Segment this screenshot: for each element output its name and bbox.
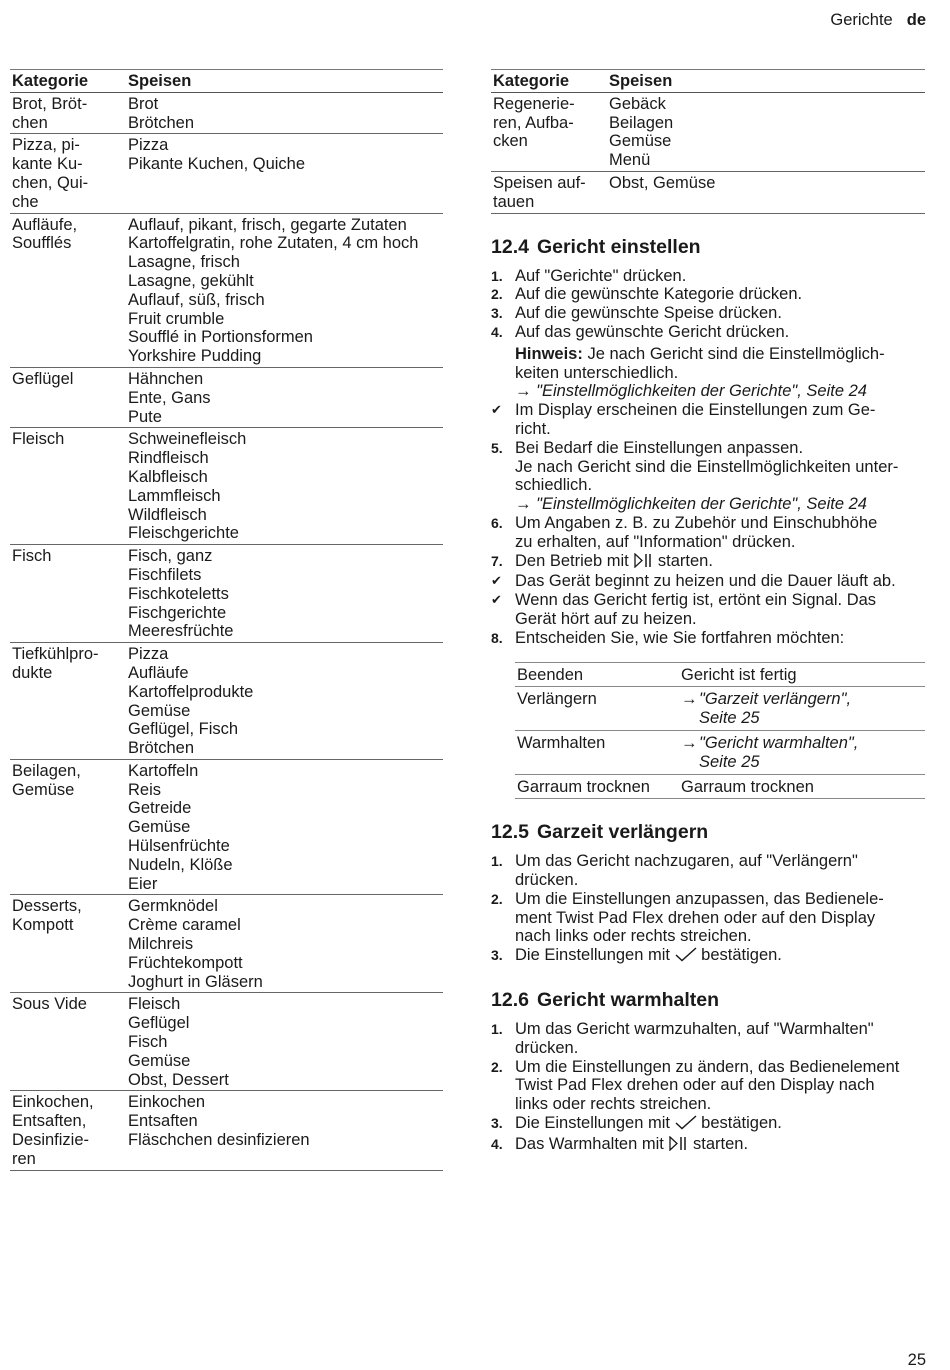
- checkmark-bullet-icon: ✔: [491, 402, 502, 418]
- step-item: [491, 514, 925, 552]
- step-text-start: Die Einstellungen mit: [515, 946, 675, 965]
- arrow-icon: →: [515, 382, 532, 401]
- food-item: Lasagne, frisch: [128, 253, 240, 272]
- play-pause-icon: [668, 1136, 688, 1156]
- category-table-right: [491, 69, 925, 214]
- foods-cell: [126, 213, 443, 367]
- food-item: Fleisch: [128, 995, 181, 1014]
- section-heading-12-5: [491, 821, 925, 843]
- food-item: Geflügel: [128, 1014, 190, 1033]
- left-column: [10, 69, 443, 1171]
- step-text-end: starten.: [653, 551, 713, 570]
- step-number: 1.: [491, 267, 503, 284]
- food-item: Rindfleisch: [128, 449, 209, 468]
- food-item: Eier: [128, 874, 158, 893]
- foods-cell: [126, 134, 443, 213]
- food-item: Pizza: [128, 645, 169, 664]
- option-action: Verlängern: [517, 690, 597, 709]
- result-item: [491, 572, 925, 591]
- result-item: [491, 591, 925, 629]
- table-row: [10, 545, 443, 643]
- category-cell: Geflügel: [10, 367, 126, 427]
- result-text: Wenn das Gericht fertig ist, ertönt ein Signal. Das Gerät hört auf zu heizen.: [515, 591, 877, 628]
- food-item: Beilagen: [609, 113, 674, 132]
- step-number: 2.: [491, 286, 503, 303]
- step-text: Auf "Gerichte" drücken.: [515, 266, 687, 285]
- food-item: Yorkshire Pudding: [128, 347, 262, 366]
- food-item: Gemüse: [128, 701, 191, 720]
- language-code: de: [906, 11, 926, 29]
- steps-12-4: [491, 267, 925, 648]
- foods-cell: [126, 428, 443, 545]
- food-item: Fläschchen desinfizieren: [128, 1131, 310, 1150]
- option-row: [515, 687, 925, 731]
- foods-cell: [126, 545, 443, 643]
- food-item: Crème caramel: [128, 916, 241, 935]
- foods-cell: [126, 759, 443, 895]
- food-item: Fischkoteletts: [128, 584, 229, 603]
- food-item: Gebäck: [609, 94, 666, 113]
- food-item: Brot: [128, 94, 159, 113]
- step-item: [491, 1135, 925, 1156]
- category-cell: Speisen auf- tauen: [491, 171, 607, 213]
- category-table-left-body: [10, 92, 443, 1170]
- step-number: 1.: [491, 853, 503, 870]
- category-table-left: [10, 69, 443, 1171]
- step-text: Um das Gericht nachzugaren, auf "Verlängern" drücken.: [515, 852, 858, 890]
- foods-cell: [126, 993, 443, 1091]
- option-action: Warmhalten: [517, 733, 606, 752]
- step-number: 4.: [491, 323, 503, 340]
- note-label: Hinweis:: [515, 344, 583, 363]
- options-table-body: [515, 662, 925, 799]
- food-item: Pikante Kuchen, Quiche: [128, 155, 306, 174]
- step-number: 4.: [491, 1135, 503, 1152]
- steps-12-5: [491, 852, 925, 967]
- arrow-icon: →: [681, 733, 698, 752]
- step-text-start: Die Einstellungen mit: [515, 1114, 675, 1133]
- food-item: Gemüse: [609, 132, 672, 151]
- food-item: Kalbfleisch: [128, 467, 208, 486]
- cross-reference-text: "Gericht warmhalten", Seite 25: [699, 733, 859, 771]
- table-row: [10, 134, 443, 213]
- arrow-icon: →: [515, 495, 532, 514]
- step-number: 3.: [491, 1115, 503, 1132]
- step-item: [491, 552, 925, 573]
- note: [515, 345, 925, 383]
- arrow-icon: →: [681, 690, 698, 709]
- table-row: [10, 993, 443, 1091]
- foods-cell: [607, 171, 925, 213]
- checkmark-icon: [675, 947, 697, 967]
- food-item: Kartoffelprodukte: [128, 682, 254, 701]
- foods-cell: [126, 1091, 443, 1170]
- table-row: [10, 643, 443, 760]
- step-text-start: Den Betrieb mit: [515, 551, 634, 570]
- step-text: Um Angaben z. B. zu Zubehör und Einschubhöhe zu erhalten, auf "Information" drücken.: [515, 513, 878, 551]
- result-text: Im Display erscheinen die Einstellungen zum Ge- richt.: [515, 401, 876, 438]
- food-item: Fischfilets: [128, 565, 202, 584]
- result-text: Das Gerät beginnt zu heizen und die Dauer läuft ab.: [515, 572, 896, 591]
- table-row: [491, 171, 925, 213]
- food-item: Wildfleisch: [128, 505, 207, 524]
- column-header-kategorie: Kategorie: [491, 70, 607, 93]
- section-number: 12.4: [491, 235, 529, 258]
- category-cell: Fisch: [10, 545, 126, 643]
- food-item: Meeresfrüchte: [128, 622, 234, 641]
- step-text-end: bestätigen.: [696, 1114, 782, 1133]
- category-cell: Brot, Bröt- chen: [10, 92, 126, 134]
- foods-cell: [126, 895, 443, 993]
- category-cell: Pizza, pi- kante Ku- chen, Qui- che: [10, 134, 126, 213]
- food-item: Auflauf, pikant, frisch, gegarte Zutaten: [128, 215, 407, 234]
- foods-cell: [126, 92, 443, 134]
- food-item: Auflauf, süß, frisch: [128, 290, 265, 309]
- food-item: Brötchen: [128, 739, 195, 758]
- food-item: Schweinefleisch: [128, 430, 247, 449]
- step-text: Auf die gewünschte Kategorie drücken.: [515, 285, 803, 304]
- step-number: 8.: [491, 629, 503, 646]
- food-item: Kartoffeln: [128, 761, 199, 780]
- option-result[interactable]: [679, 687, 925, 731]
- food-item: Kartoffelgratin, rohe Zutaten, 4 cm hoch: [128, 234, 419, 253]
- food-item: Ente, Gans: [128, 388, 211, 407]
- step-text: Bei Bedarf die Einstellungen anpassen.: [515, 438, 804, 457]
- food-item: Aufläufe: [128, 663, 189, 682]
- step-item: [491, 890, 925, 946]
- step-item: [491, 946, 925, 967]
- food-item: Joghurt in Gläsern: [128, 972, 263, 991]
- step-item: [491, 285, 925, 304]
- step-text: Um die Einstellungen anzupassen, das Bedienele- ment Twist Pad Flex drehen oder auf den Display nach links oder rechts streichen.: [515, 889, 884, 946]
- table-row: [10, 759, 443, 895]
- food-item: Soufflé in Portionsformen: [128, 328, 313, 347]
- foods-cell: [607, 92, 925, 171]
- step-number: 7.: [491, 552, 503, 569]
- food-item: Fleischgerichte: [128, 524, 239, 543]
- step-subtext: Je nach Gericht sind die Einstellmöglichkeiten unter- schiedlich.: [515, 457, 899, 495]
- page-header: [830, 11, 926, 30]
- table-row: [10, 428, 443, 545]
- option-result: Garraum trocknen: [681, 777, 814, 796]
- food-item: Fisch, ganz: [128, 547, 213, 566]
- step-item: [491, 1058, 925, 1114]
- cross-reference-text: "Einstellmöglichkeiten der Gerichte", Seite 24: [536, 382, 867, 401]
- cross-reference[interactable]: [515, 495, 925, 514]
- food-item: Pute: [128, 407, 162, 426]
- category-table-right-body: [491, 92, 925, 213]
- step-text-end: bestätigen.: [696, 946, 782, 965]
- category-cell: Desserts, Kompott: [10, 895, 126, 993]
- table-row: [491, 92, 925, 171]
- step-text-start: Das Warmhalten mit: [515, 1134, 669, 1153]
- column-header-speisen: Speisen: [607, 70, 925, 93]
- category-cell: Fleisch: [10, 428, 126, 545]
- food-item: Nudeln, Klöße: [128, 855, 233, 874]
- step-text: Um die Einstellungen zu ändern, das Bedienelement Twist Pad Flex drehen oder auf den Display nach links oder rechts streichen.: [515, 1057, 900, 1114]
- category-cell: Tiefkühlpro- dukte: [10, 643, 126, 760]
- food-item: Früchtekompott: [128, 953, 243, 972]
- section-number: 12.6: [491, 989, 529, 1012]
- step-item: [491, 323, 925, 401]
- food-item: Lasagne, gekühlt: [128, 271, 254, 290]
- food-item: Fruit crumble: [128, 309, 225, 328]
- checkmark-bullet-icon: ✔: [491, 592, 502, 608]
- food-item: Pizza: [128, 136, 169, 155]
- foods-cell: [126, 643, 443, 760]
- step-number: 2.: [491, 1058, 503, 1075]
- option-action: Garraum trocknen: [517, 777, 650, 796]
- note-text: Je nach Gericht sind die Einstellmöglich- keiten unterschiedlich.: [515, 344, 885, 382]
- step-text: Auf das gewünschte Gericht drücken.: [515, 322, 790, 341]
- step-number: 6.: [491, 514, 503, 531]
- food-item: Reis: [128, 780, 162, 799]
- section-heading-12-4: [491, 236, 925, 258]
- food-item: Germknödel: [128, 897, 218, 916]
- step-number: 3.: [491, 305, 503, 322]
- food-item: Fisch: [128, 1033, 168, 1052]
- right-column: [491, 69, 925, 1156]
- food-item: Obst, Gemüse: [609, 173, 716, 192]
- table-header-row: [491, 70, 925, 93]
- food-item: Fischgerichte: [128, 603, 227, 622]
- food-item: Gemüse: [128, 1051, 191, 1070]
- table-row: [10, 367, 443, 427]
- category-cell: Aufläufe, Soufflés: [10, 213, 126, 367]
- option-row: [515, 662, 925, 687]
- table-row: [10, 1091, 443, 1170]
- step-item: [491, 267, 925, 286]
- option-result: Gericht ist fertig: [681, 665, 797, 684]
- option-row: [515, 774, 925, 799]
- category-cell: Beilagen, Gemüse: [10, 759, 126, 895]
- food-item: Obst, Dessert: [128, 1070, 229, 1089]
- step-item: [491, 439, 925, 514]
- option-result[interactable]: [679, 730, 925, 774]
- foods-cell: [126, 367, 443, 427]
- cross-reference-text: "Einstellmöglichkeiten der Gerichte", Seite 24: [536, 495, 867, 514]
- steps-12-6: [491, 1020, 925, 1156]
- category-cell: Sous Vide: [10, 993, 126, 1091]
- food-item: Hähnchen: [128, 369, 204, 388]
- table-row: [10, 92, 443, 134]
- section-title: Garzeit verlängern: [536, 821, 709, 844]
- section-title: Gericht warmhalten: [536, 989, 720, 1012]
- step-item: [491, 304, 925, 323]
- food-item: Hülsenfrüchte: [128, 837, 230, 856]
- table-row: [10, 213, 443, 367]
- step-item: [491, 1020, 925, 1058]
- column-header-speisen: Speisen: [126, 70, 443, 93]
- step-item: [491, 629, 925, 648]
- checkmark-bullet-icon: ✔: [491, 573, 502, 589]
- step-item: [491, 1114, 925, 1135]
- section-number: 12.5: [491, 821, 529, 844]
- options-table: [515, 662, 925, 800]
- cross-reference-text: "Garzeit verlängern", Seite 25: [699, 690, 852, 728]
- checkmark-icon: [675, 1115, 697, 1135]
- step-item: [491, 852, 925, 890]
- food-item: Menü: [609, 151, 651, 170]
- step-number: 2.: [491, 890, 503, 907]
- step-number: 1.: [491, 1021, 503, 1038]
- food-item: Brötchen: [128, 113, 195, 132]
- step-text: Entscheiden Sie, wie Sie fortfahren möchten:: [515, 628, 845, 647]
- step-text: Auf die gewünschte Speise drücken.: [515, 304, 782, 323]
- step-number: 5.: [491, 439, 503, 456]
- food-item: Entsaften: [128, 1112, 198, 1131]
- cross-reference[interactable]: [515, 382, 925, 401]
- food-item: Lammfleisch: [128, 486, 221, 505]
- step-text-end: starten.: [688, 1134, 749, 1153]
- table-row: [10, 895, 443, 993]
- food-item: Gemüse: [128, 818, 191, 837]
- food-item: Milchreis: [128, 935, 194, 954]
- section-title: Gericht einstellen: [536, 235, 701, 258]
- step-text: Um das Gericht warmzuhalten, auf "Warmhalten" drücken.: [515, 1020, 874, 1057]
- food-item: Geflügel, Fisch: [128, 720, 239, 739]
- food-item: Getreide: [128, 799, 192, 818]
- step-number: 3.: [491, 947, 503, 964]
- table-header-row: [10, 70, 443, 93]
- option-action: Beenden: [517, 665, 584, 684]
- result-item: [491, 401, 925, 439]
- page-number: 25: [907, 1351, 926, 1369]
- food-item: Einkochen: [128, 1093, 206, 1112]
- category-cell: Einkochen, Entsaften, Desinfizie- ren: [10, 1091, 126, 1170]
- category-cell: Regenerie- ren, Aufba- cken: [491, 92, 607, 171]
- play-pause-icon: [633, 553, 653, 573]
- section-heading-12-6: [491, 989, 925, 1011]
- section-name: Gerichte: [830, 11, 893, 29]
- option-row: [515, 730, 925, 774]
- column-header-kategorie: Kategorie: [10, 70, 126, 93]
